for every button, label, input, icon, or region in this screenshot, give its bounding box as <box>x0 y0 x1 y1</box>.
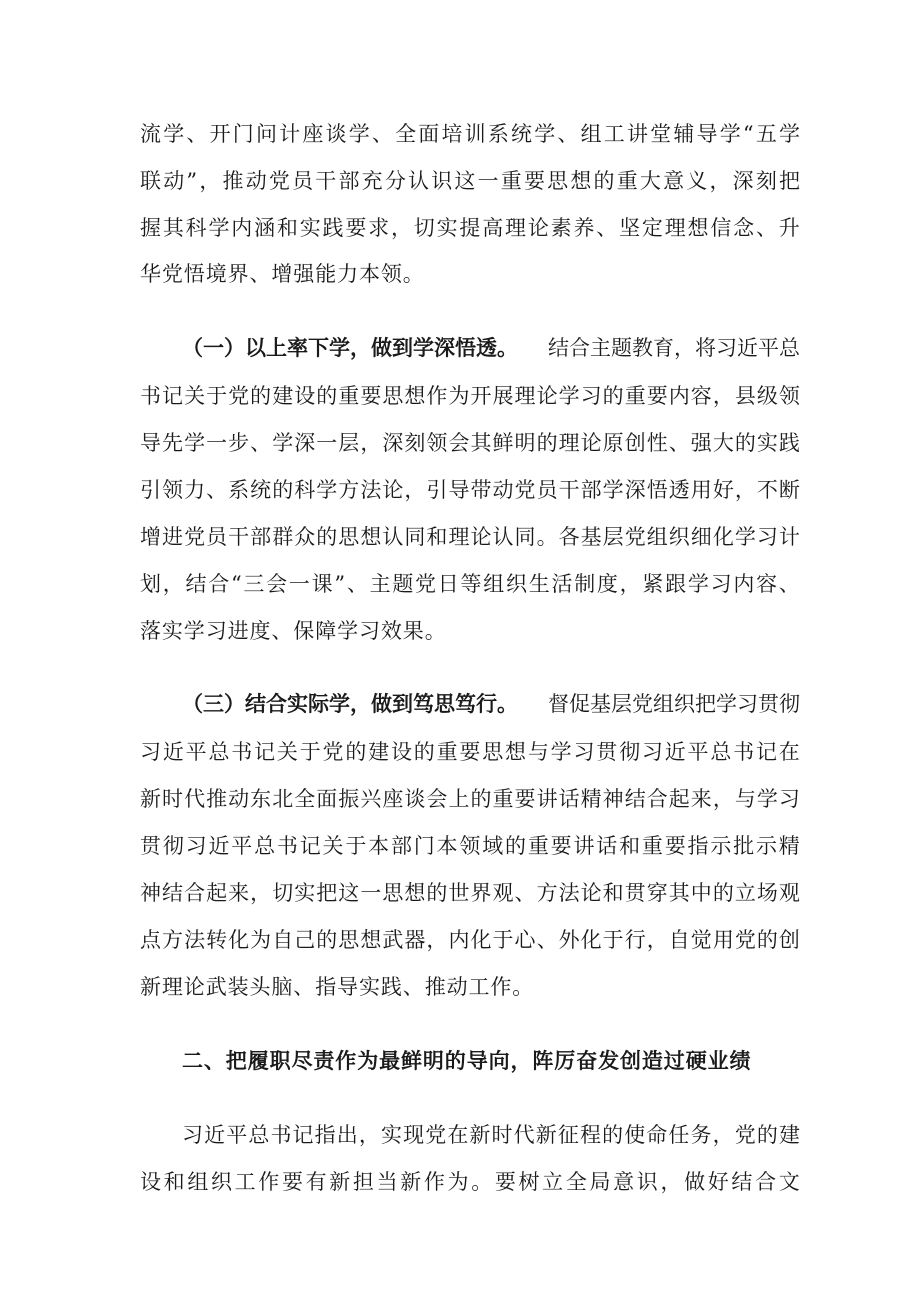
section-1-line-2: 书 记 关 于 党 的 建 设 的 重 要 思 想 作 为 开 展 理 论 学 习 的 重 要 内 容 ， 县 级 领 <box>140 384 800 408</box>
section-1-line-5: 增 进 党 员 干 部 群 众 的 思 想 认 同 和 理 论 认 同 。 各 基 层 党 组 织 细 化 学 习 计 <box>140 525 800 549</box>
intro-line-1: 流 学 、 开 门 问 计 座 谈 学 、 全 面 培 训 系 统 学 、 组 工 讲 堂 辅 导 学 “ 五 学 <box>140 122 800 146</box>
section-3-line-2: 习 近 平 总 书 记 关 于 党 的 建 设 的 重 要 思 想 与 学 习 贯 彻 习 近 平 总 书 记 在 <box>140 740 800 764</box>
section-1-line-6: 划 ， 结 合 “ 三 会 一 课 ” 、 主 题 党 日 等 组 织 生 活 制 度 ， 紧 跟 学 习 内 容 、 <box>140 572 800 596</box>
section-3-first-line <box>182 692 800 716</box>
intro-line-3: 握 其 科 学 内 涵 和 实 践 要 求 ， 切 实 提 高 理 论 素 养 、 坚 定 理 想 信 念 、 升 <box>140 216 800 240</box>
intro-line-2: 联 动 ” ， 推 动 党 员 干 部 充 分 认 识 这 一 重 要 思 想 的 重 大 意 义 ， 深 刻 把 <box>140 169 800 193</box>
section-1-line-4: 引 领 力 、 系 统 的 科 学 方 法 论 ， 引 导 带 动 党 员 干 部 学 深 悟 透 用 好 ， 不 断 <box>140 478 800 502</box>
section-3-line-5: 神 结 合 起 来 ， 切 实 把 这 一 思 想 的 世 界 观 、 方 法 论 和 贯 穿 其 中 的 立 场 观 <box>140 881 800 905</box>
section-3-line-6: 点 方 法 转 化 为 自 己 的 思 想 武 器 ， 内 化 于 心 、 外 化 于 行 ， 自 觉 用 党 的 创 <box>140 928 800 952</box>
section-1-first-line-text: 结合主题教育，将习近平总 <box>548 336 800 360</box>
section-3-line-3: 新 时 代 推 动 东 北 全 面 振 兴 座 谈 会 上 的 重 要 讲 话 精 神 结 合 起 来 ， 与 学 习 <box>140 787 800 811</box>
part-2-heading: 二、把履职尽责作为最鲜明的导向，阵厉奋发创造过硬业绩 <box>182 1048 752 1073</box>
section-1-heading: （一）以上率下学，做到学深悟透。 <box>182 335 518 360</box>
part-2-first-line: 习 近 平 总 书 记 指 出 ， 实 现 党 在 新 时 代 新 征 程 的 使 命 任 务 ， 党 的 建 <box>182 1123 800 1147</box>
section-3-heading: （三）结合实际学，做到笃思笃行。 <box>182 691 518 716</box>
section-3-first-line-text: 督促基层党组织把学习贯彻 <box>548 692 800 716</box>
section-3-line-4: 贯 彻 习 近 平 总 书 记 关 于 本 部 门 本 领 域 的 重 要 讲 话 和 重 要 指 示 批 示 精 <box>140 834 800 858</box>
section-1-line-7: 落实学习进度、保障学习效果。 <box>140 619 447 643</box>
intro-line-4: 华党悟境界、增强能力本领。 <box>140 262 425 286</box>
section-1-first-line <box>182 336 800 360</box>
section-1-line-3: 导 先 学 一 步 、 学 深 一 层 ， 深 刻 领 会 其 鲜 明 的 理 论 原 创 性 、 强 大 的 实 践 <box>140 431 800 455</box>
section-3-line-7: 新理论武装头脑、指导实践、推动工作。 <box>140 975 535 999</box>
part-2-line-2: 设 和 组 织 工 作 要 有 新 担 当 新 作 为 。 要 树 立 全 局 意 识 ， 做 好 结 合 文 <box>140 1170 800 1194</box>
